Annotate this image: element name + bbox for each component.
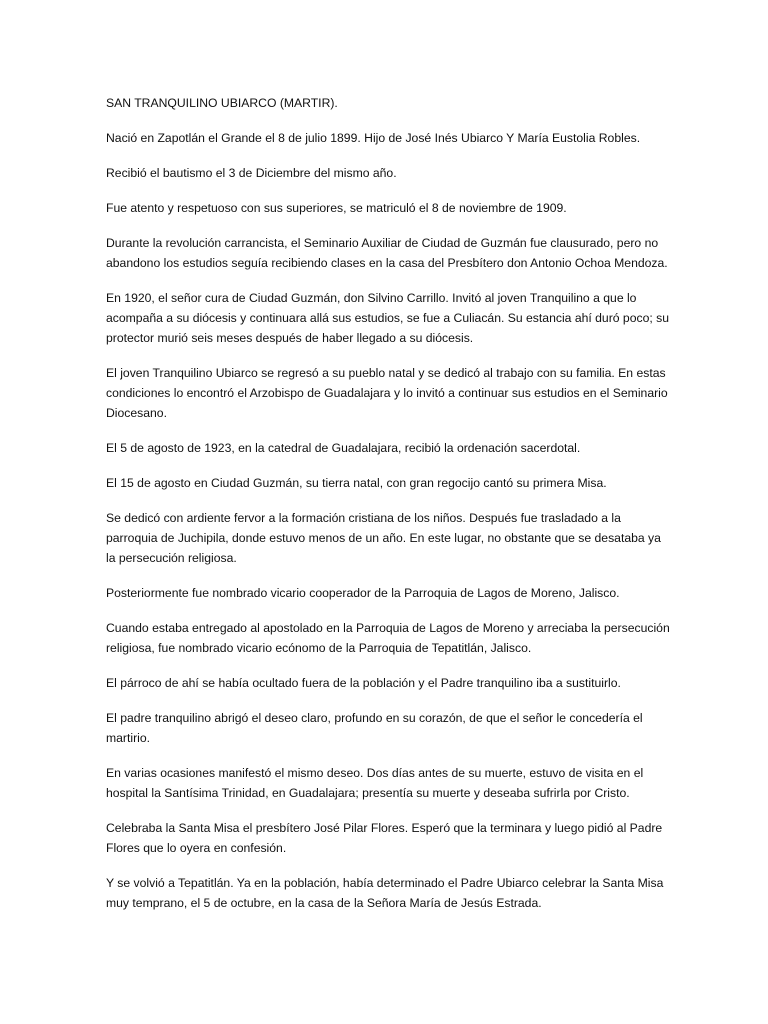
paragraph: El 15 de agosto en Ciudad Guzmán, su tierra natal, con gran regocijo cantó su primera Misa.: [106, 476, 607, 490]
paragraph: El 5 de agosto de 1923, en la catedral de Guadalajara, recibió la ordenación sacerdotal.: [106, 441, 581, 455]
paragraph: Se dedicó con ardiente fervor a la formación cristiana de los niños. Después fue trasladado a la parroquia de Juchipila, donde estuvo menos de un año. En este lugar, no obstante que se desataba ya la persecución religiosa.: [106, 511, 661, 565]
paragraph: Recibió el bautismo el 3 de Diciembre del mismo año.: [106, 166, 397, 180]
paragraph: Fue atento y respetuoso con sus superiores, se matriculó el 8 de noviembre de 1909.: [106, 201, 567, 215]
paragraph: En varias ocasiones manifestó el mismo deseo. Dos días antes de su muerte, estuvo de visita en el hospital la Santísima Trinidad, en Guadalajara; presentía su muerte y deseaba sufrirla por Cristo.: [106, 766, 644, 800]
paragraph: Y se volvió a Tepatitlán. Ya en la población, había determinado el Padre Ubiarco celebrar la Santa Misa muy temprano, el 5 de octubre, en la casa de la Señora María de Jesús Estrada.: [106, 876, 664, 910]
paragraph: El padre tranquilino abrigó el deseo claro, profundo en su corazón, de que el señor le concedería el martirio.: [106, 711, 643, 745]
document-body: [106, 93, 672, 928]
paragraph: En 1920, el señor cura de Ciudad Guzmán, don Silvino Carrillo. Invitó al joven Tranquilino a que lo acompaña a su diócesis y continuara allá sus estudios, se fue a Culiacán. Su estancia ahí duró poco; su protector murió seis meses después de haber llegado a su diócesis.: [106, 291, 669, 345]
document-title: SAN TRANQUILINO UBIARCO (MARTIR).: [106, 96, 338, 110]
paragraph: Nació en Zapotlán el Grande el 8 de julio 1899. Hijo de José Inés Ubiarco Y María Eustolia Robles.: [106, 131, 641, 145]
paragraph: El párroco de ahí se había ocultado fuera de la población y el Padre tranquilino iba a sustituirlo.: [106, 676, 621, 690]
paragraph: Celebraba la Santa Misa el presbítero José Pilar Flores. Esperó que la terminara y luego pidió al Padre Flores que lo oyera en confesión.: [106, 821, 663, 855]
paragraph: Cuando estaba entregado al apostolado en la Parroquia de Lagos de Moreno y arreciaba la persecución religiosa, fue nombrado vicario ecónomo de la Parroquia de Tepatitlán, Jalisco.: [106, 621, 670, 655]
paragraph: El joven Tranquilino Ubiarco se regresó a su pueblo natal y se dedicó al trabajo con su familia. En estas condiciones lo encontró el Arzobispo de Guadalajara y lo invitó a continuar sus estudios en el Seminario Diocesano.: [106, 366, 668, 420]
paragraph: Posteriormente fue nombrado vicario cooperador de la Parroquia de Lagos de Moreno, Jalisco.: [106, 586, 620, 600]
paragraph: Durante la revolución carrancista, el Seminario Auxiliar de Ciudad de Guzmán fue clausurado, pero no abandono los estudios seguía recibiendo clases en la casa del Presbítero don Antonio Ochoa Mendoza.: [106, 236, 668, 270]
